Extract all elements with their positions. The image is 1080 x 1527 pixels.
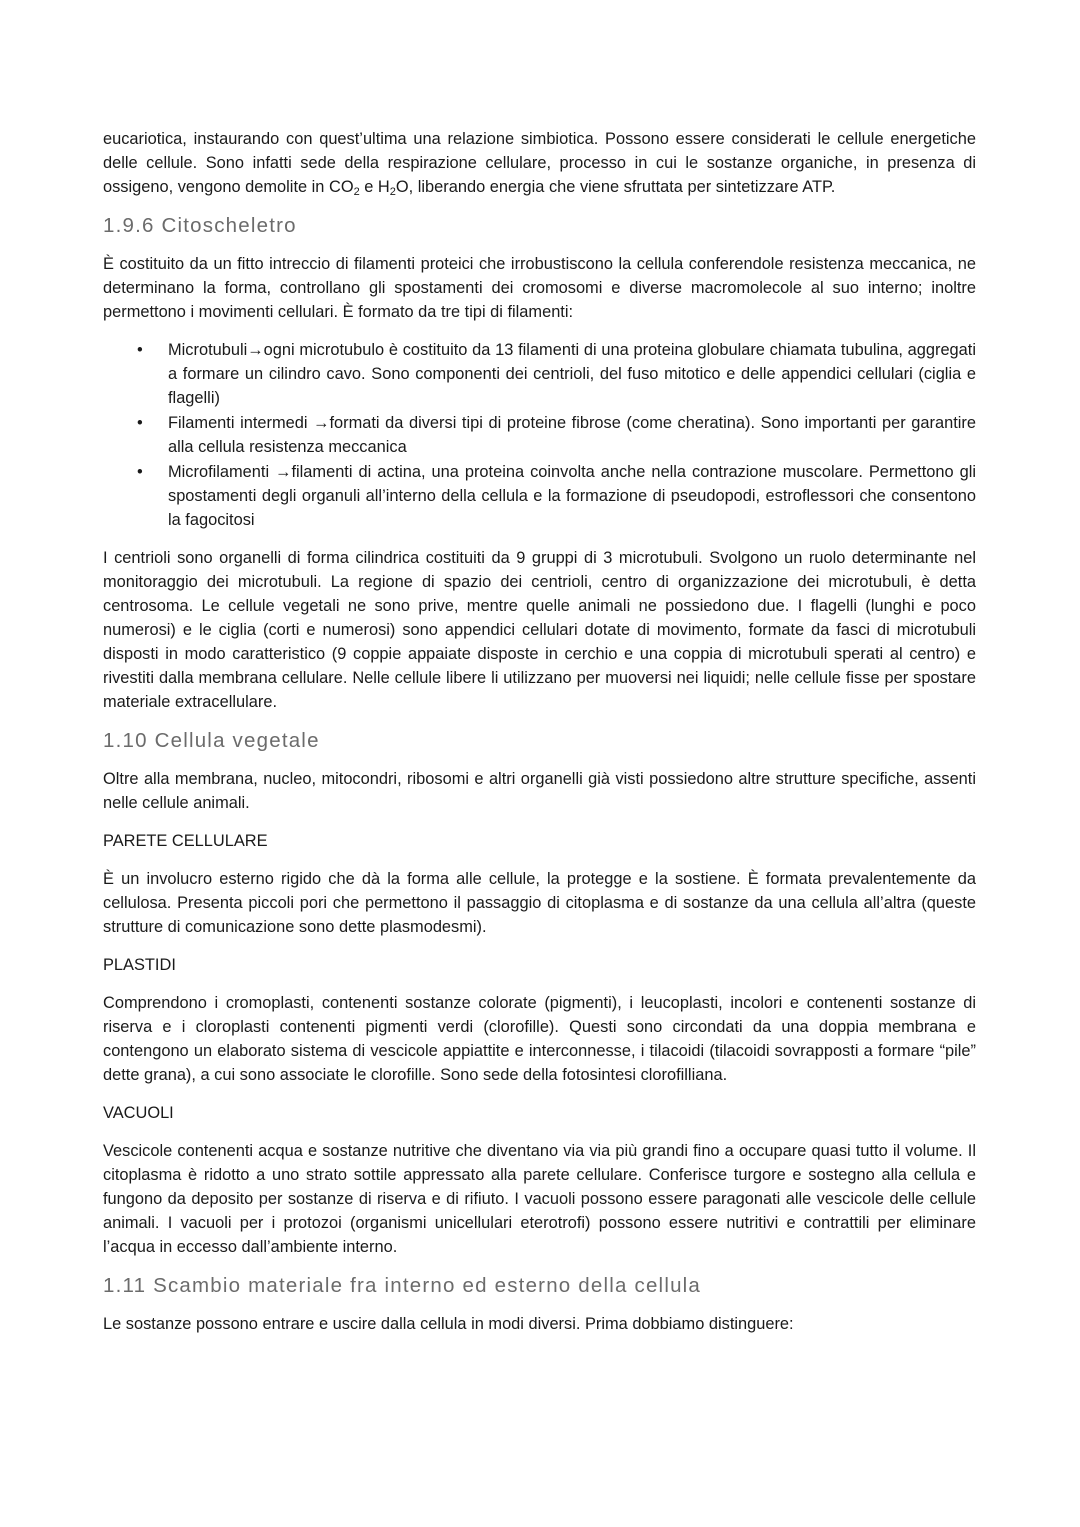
heading-cytoskeleton: 1.9.6 Citoscheletro — [103, 214, 297, 237]
list-item: • Microtubuli→ogni microtubulo è costituito da 13 filamenti di una proteina globulare chiamata tubulina, aggregati a formare un cilindro cavo. Sono componenti dei centrioli, del fuso mitotico e delle appendici cellulari (ciglia e flagelli) — [103, 338, 976, 410]
heading-exchange: 1.11 Scambio materiale fra interno ed esterno della cellula — [103, 1274, 702, 1297]
plastids-paragraph: Comprendono i cromoplasti, contenenti sostanze colorate (pigmenti), i leucoplasti, incolori e contenenti sostanze di riserva e i cloroplasti contenenti pigmenti verdi (clorofille). Questi sono circondati da una doppia membrana e contengono un elaborato sistema di vescicole appiattite e interconnesse, i tilacoidi (tilacoidi sovrapposti a formare “pile” dette grana), a cui sono associate le clorofille. Sono sede della fotosintesi clorofilliana. — [103, 994, 976, 1084]
heading-plant-cell: 1.10 Cellula vegetale — [103, 729, 320, 752]
mitochondria-paragraph: eucariotica, instaurando con quest’ultima una relazione simbiotica. Possono essere considerati le cellule energetiche delle cellule. Sono infatti sede della respirazione cellulare, processo in cui le sostanze organiche, in presenza di ossigeno, vengono demolite in $CO_2$ e $H_2O$, liberando energia che viene sfruttata per sintetizzare ATP. — [103, 130, 976, 198]
exchange-intro: Le sostanze possono entrare e uscire dalla cellula in modi diversi. Prima dobbiamo distinguere: — [103, 1315, 794, 1333]
page-content — [103, 127, 976, 1350]
cell-wall-label: PARETE CELLULARE — [103, 832, 268, 850]
vacuoles-label: VACUOLI — [103, 1104, 174, 1122]
bullet-icon: • — [137, 341, 143, 359]
plant-cell-intro: Oltre alla membrana, nucleo, mitocondri, ribosomi e altri organelli già visti possiedono altre strutture specifiche, assenti nelle cellule animali. — [103, 770, 976, 812]
cell-wall-paragraph: È un involucro esterno rigido che dà la forma alle cellule, la protegge e la sostiene. È formata prevalentemente da cellulosa. Presenta piccoli pori che permettono il passaggio di citoplasma e di sostanze da una cellula all’altra (queste strutture di comunicazione sono dette plasmodesmi). — [103, 870, 976, 936]
filament-list — [103, 338, 976, 532]
list-item: • Microfilamenti →filamenti di actina, una proteina coinvolta anche nella contrazione muscolare. Permettono gli spostamenti degli organuli all’interno della cellula e la formazione di pseudopodi, estroflessori che consentono la fagocitosi — [103, 460, 976, 532]
list-item: • Filamenti intermedi →formati da diversi tipi di proteine fibrose (come cheratina). Sono importanti per garantire alla cellula resistenza meccanica — [103, 411, 976, 459]
vacuoles-paragraph: Vescicole contenenti acqua e sostanze nutritive che diventano via via più grandi fino a occupare quasi tutto il volume. Il citoplasma è ridotto a uno strato sottile appressato alla parete cellulare. Conferisce turgore e sostegno alla cellula e fungono da deposito per sostanze di riserva e di rifiuto. I vacuoli possono essere paragonati alle vescicole delle cellule animali. I vacuoli per i protozoi (organismi unicellulari eterotrofi) possono essere nutritivi e contrattili per eliminare l’acqua in eccesso dall’ambiente interno. — [103, 1142, 976, 1256]
bullet-icon: • — [137, 463, 143, 481]
plastids-label: PLASTIDI — [103, 956, 176, 974]
bullet-icon: • — [137, 414, 143, 432]
cytoskeleton-intro: È costituito da un fitto intreccio di filamenti proteici che irrobustiscono la cellula conferendole resistenza meccanica, ne determinano la forma, controllano gli spostamenti dei cromosomi e diverse macromolecole al suo interno; inoltre permettono i movimenti cellulari. È formato da tre tipi di filamenti: — [103, 255, 976, 321]
centrioles-paragraph: I centrioli sono organelli di forma cilindrica costituiti da 9 gruppi di 3 microtubuli. Svolgono un ruolo determinante nel monitoraggio dei microtubuli. La regione di spazio dei centrioli, centro di organizzazione dei microtubuli, è detta centrosoma. Le cellule vegetali ne sono prive, mentre quelle animali ne possiedono due. I flagelli (lunghi e poco numerosi) e le ciglia (corti e numerosi) sono appendici cellulari dotate di movimento, formate da fasci di microtubuli disposti in modo caratteristico (9 coppie appaiate disposte in cerchio e una coppia di microtubuli sperati al centro) e rivestiti dalla membrana cellulare. Nelle cellule libere li utilizzano per muoversi nei liquidi; nelle cellule fisse per spostare materiale extracellulare. — [103, 549, 976, 711]
